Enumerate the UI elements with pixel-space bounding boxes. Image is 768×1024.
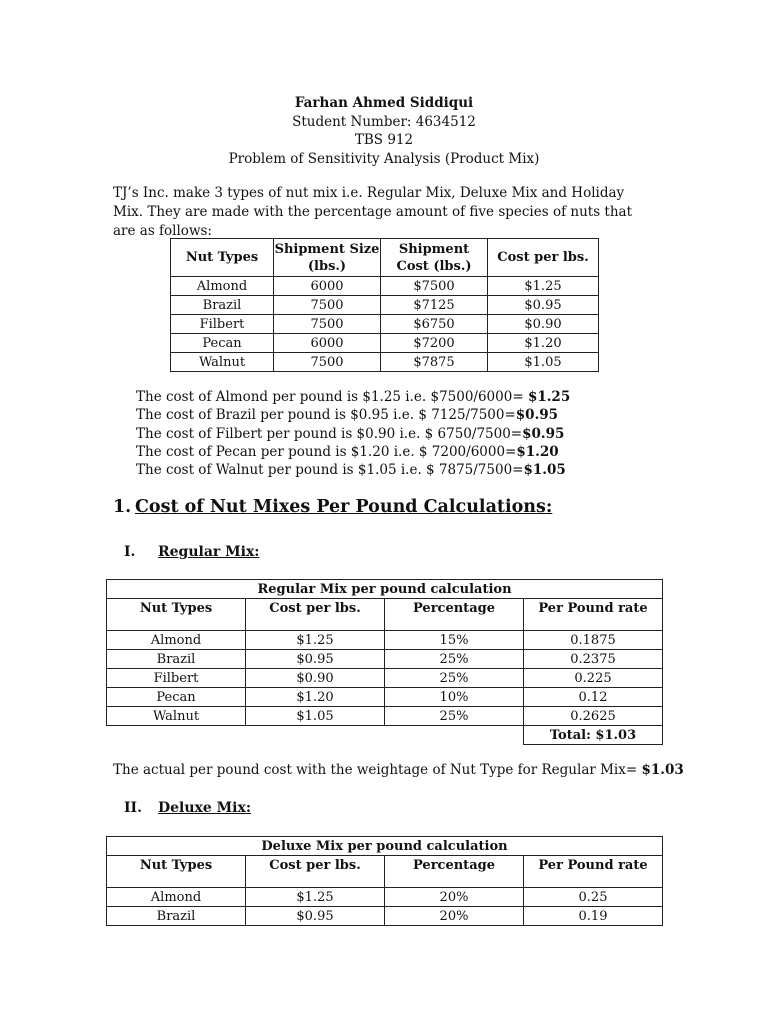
nut-cost-table	[170, 238, 599, 372]
subsection-heading-regular	[124, 544, 259, 560]
table-header-row	[107, 856, 663, 888]
table-row	[107, 707, 663, 726]
regular-mix-table	[106, 579, 663, 745]
student-number: Student Number: 4634512	[292, 113, 476, 130]
subsection-number: II.	[124, 800, 142, 816]
table-caption-row	[107, 580, 663, 599]
table-cell: 6000	[274, 334, 381, 353]
table-cell: $1.25	[246, 631, 385, 650]
section-number: 1.	[113, 497, 132, 517]
table-cell: 6000	[274, 277, 381, 296]
cost-line-text: The cost of Almond per pound is $1.25 i.e. $7500/6000=	[136, 389, 528, 405]
table-row	[107, 688, 663, 707]
column-header: Per Pound rate	[524, 599, 663, 631]
column-header: Nut Types	[107, 856, 246, 888]
table-row	[107, 631, 663, 650]
subsection-title: Deluxe Mix:	[158, 800, 252, 816]
table-cell: Brazil	[171, 296, 274, 315]
table-cell: $7500	[381, 277, 488, 296]
empty-cell	[107, 726, 246, 745]
table-cell: $7875	[381, 353, 488, 372]
table-cell: 0.2625	[524, 707, 663, 726]
table-cell: 20%	[385, 888, 524, 907]
cost-line	[136, 425, 570, 443]
section-heading	[113, 497, 552, 517]
table-row	[171, 315, 599, 334]
table-cell: Almond	[107, 888, 246, 907]
table-cell: Almond	[171, 277, 274, 296]
cost-line	[136, 461, 570, 479]
table-cell: 15%	[385, 631, 524, 650]
table-row	[107, 650, 663, 669]
table-cell: Pecan	[171, 334, 274, 353]
empty-cell	[246, 726, 385, 745]
table-cell: $1.20	[488, 334, 599, 353]
table-cell: $0.95	[246, 907, 385, 926]
table-cell: Filbert	[171, 315, 274, 334]
table-cell: 7500	[274, 296, 381, 315]
cost-line-text: The cost of Filbert per pound is $0.90 i.e. $ 6750/7500=	[136, 425, 523, 442]
deluxe-mix-table	[106, 836, 663, 926]
subsection-title: Regular Mix:	[158, 544, 260, 560]
table-cell: Brazil	[107, 650, 246, 669]
cost-line	[136, 388, 570, 406]
table-cell: Filbert	[107, 669, 246, 688]
cost-line-text: The cost of Brazil per pound is $0.95 i.e. $ 7125/7500=	[136, 407, 516, 424]
table-caption-row	[107, 837, 663, 856]
problem-title: Problem of Sensitivity Analysis (Product Mix)	[228, 150, 540, 167]
table-total-row	[107, 726, 663, 745]
column-header: Nut Types	[171, 239, 274, 277]
table-cell: 0.225	[524, 669, 663, 688]
table-cell: $7125	[381, 296, 488, 315]
table-cell: $0.90	[246, 669, 385, 688]
table-cell: 7500	[274, 315, 381, 334]
table-cell: Walnut	[171, 353, 274, 372]
cost-line-text: The cost of Walnut per pound is $1.05 i.e. $ 7875/7500=	[136, 462, 524, 479]
cost-line	[136, 406, 570, 424]
table-header-row	[171, 239, 599, 277]
empty-cell	[385, 726, 524, 745]
table-cell: $1.25	[246, 888, 385, 907]
column-header: Cost per lbs.	[246, 599, 385, 631]
table-caption: Deluxe Mix per pound calculation	[107, 837, 663, 856]
table-row	[107, 888, 663, 907]
table-cell: $6750	[381, 315, 488, 334]
table-row	[107, 907, 663, 926]
table-cell: Walnut	[107, 707, 246, 726]
summary-value: $1.03	[641, 762, 684, 778]
column-header: Shipment Cost (lbs.)	[381, 239, 488, 277]
table-cell: 0.12	[524, 688, 663, 707]
table-row	[171, 296, 599, 315]
table-header-row	[107, 599, 663, 631]
cost-line-text: The cost of Pecan per pound is $1.20 i.e. $ 7200/6000=	[136, 443, 517, 460]
table-cell: $0.90	[488, 315, 599, 334]
table-cell: $0.95	[488, 296, 599, 315]
table-cell: $1.05	[246, 707, 385, 726]
subsection-number: I.	[124, 544, 136, 560]
table-cell: 25%	[385, 650, 524, 669]
table-cell: Pecan	[107, 688, 246, 707]
table-row	[171, 277, 599, 296]
regular-mix-summary	[113, 762, 684, 778]
column-header: Percentage	[385, 856, 524, 888]
table-row	[107, 669, 663, 688]
cost-line	[136, 443, 570, 461]
table-cell: $1.20	[246, 688, 385, 707]
table-cell: Brazil	[107, 907, 246, 926]
cost-line-result: $0.95	[522, 425, 565, 442]
document-header	[0, 94, 768, 168]
column-header: Per Pound rate	[524, 856, 663, 888]
table-cell: 25%	[385, 707, 524, 726]
author-name: Farhan Ahmed Siddiqui	[294, 95, 474, 111]
cost-line-result: $0.95	[515, 407, 559, 424]
table-row	[171, 334, 599, 353]
table-row	[171, 353, 599, 372]
table-cell: 25%	[385, 669, 524, 688]
column-header: Percentage	[385, 599, 524, 631]
cost-line-result: $1.05	[523, 462, 566, 479]
cost-per-pound-lines	[136, 388, 570, 479]
table-cell: $0.95	[246, 650, 385, 669]
intro-paragraph: TJ’s Inc. make 3 types of nut mix i.e. Regular Mix, Deluxe Mix and Holiday Mix. They are made with the percentage amount of five species of nuts that are as follows:	[113, 185, 633, 239]
section-title: Cost of Nut Mixes Per Pound Calculations:	[135, 497, 553, 517]
table-cell: $1.25	[488, 277, 599, 296]
table-cell: 20%	[385, 907, 524, 926]
table-cell: 7500	[274, 353, 381, 372]
table-caption: Regular Mix per pound calculation	[107, 580, 663, 599]
table-cell: Almond	[107, 631, 246, 650]
column-header: Cost per lbs.	[488, 239, 599, 277]
table-cell: 0.25	[524, 888, 663, 907]
total-cell: Total: $1.03	[524, 726, 663, 745]
table-cell: $7200	[381, 334, 488, 353]
table-cell: $1.05	[488, 353, 599, 372]
column-header: Cost per lbs.	[246, 856, 385, 888]
table-cell: 0.2375	[524, 650, 663, 669]
table-cell: 0.1875	[524, 631, 663, 650]
column-header: Nut Types	[107, 599, 246, 631]
cost-line-result: $1.25	[527, 389, 571, 405]
summary-text: The actual per pound cost with the weightage of Nut Type for Regular Mix=	[113, 762, 642, 778]
column-header: Shipment Size (lbs.)	[274, 239, 381, 277]
table-cell: 0.19	[524, 907, 663, 926]
cost-line-result: $1.20	[516, 443, 559, 460]
course-code: TBS 912	[354, 132, 414, 148]
subsection-heading-deluxe	[124, 800, 251, 816]
table-cell: 10%	[385, 688, 524, 707]
